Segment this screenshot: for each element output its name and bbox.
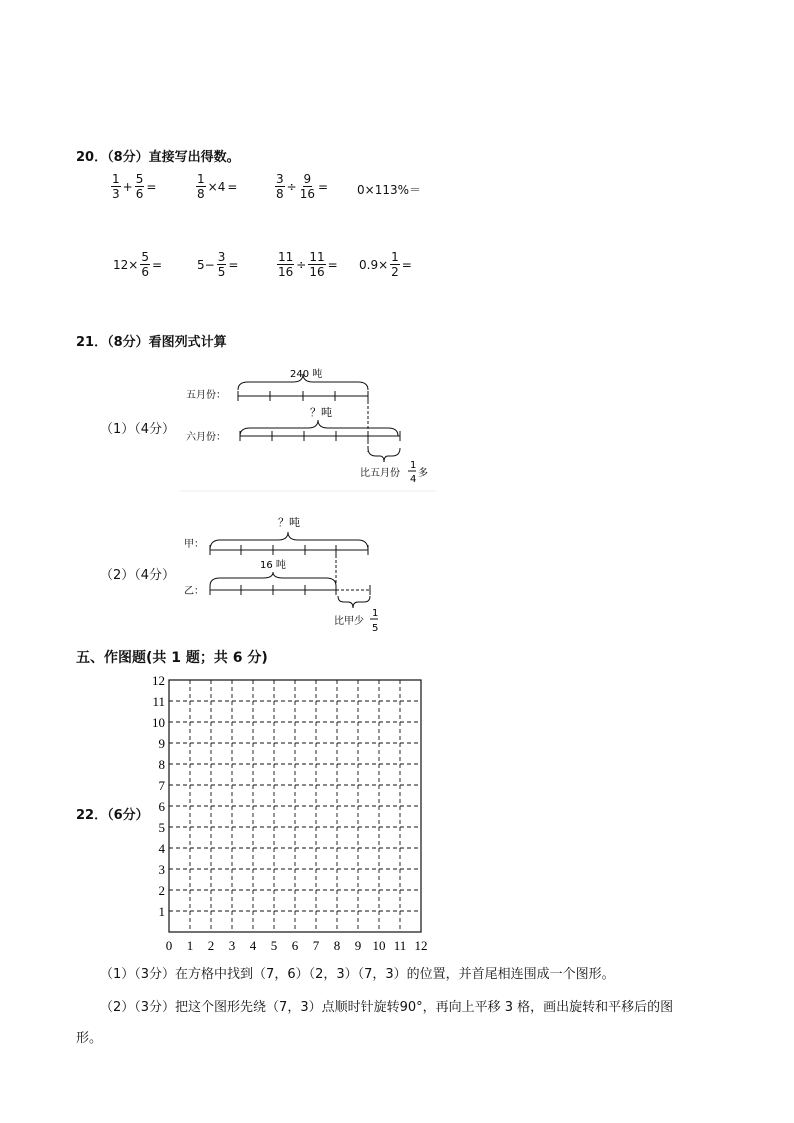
bottom-brace [368,448,400,462]
operand: 12× [113,257,139,272]
numerator: 1 [112,172,120,186]
numerator: 3 [276,172,284,186]
y-axis-labels [152,673,166,919]
note-numerator: 1 [410,460,417,471]
equals: = [146,179,157,194]
y-tick-label: 10 [152,715,165,730]
denominator: 16 [299,187,315,201]
denominator: 3 [112,187,120,201]
row2-label: 乙： [184,586,204,597]
q22-grid [144,670,440,954]
note-denominator: 5 [372,623,379,634]
x-tick-label: 11 [393,938,407,953]
y-tick-label: 11 [152,694,165,709]
equals: = [317,179,329,194]
denominator: 16 [309,265,325,279]
x-tick-label: 12 [414,938,428,953]
q20-expr-6 [196,250,239,279]
note-numerator: 1 [372,608,379,619]
q20-title: 20．（8分）直接写出得数。 [76,150,240,165]
mid-value-label: 16 吨 [260,560,286,571]
x-tick-label: 10 [372,938,386,953]
note-suffix: 多 [418,468,428,479]
x-tick-label: 2 [207,938,215,953]
q20-expr-1 [110,172,157,201]
numerator: 11 [309,250,325,264]
operand: 5− [197,257,215,272]
y-tick-label: 12 [152,673,165,688]
q20-expr-7 [276,250,339,279]
mid-value-label: ？吨 [310,406,332,419]
row1-label: 五月份： [186,390,226,401]
x-tick-label: 5 [270,938,278,953]
mid-brace [210,572,336,586]
x-tick-label: 9 [354,938,362,953]
denominator: 6 [135,187,144,201]
row2-label: 六月份： [186,432,226,443]
bottom-brace [338,596,370,608]
note-text: 比甲少 [334,616,364,627]
y-tick-label: 9 [158,736,165,751]
q20-expr-4: 0×113%＝ [357,183,421,197]
x-tick-label: 8 [333,938,341,953]
y-tick-label: 4 [158,841,165,856]
x-tick-label: 4 [249,938,257,953]
q22-part2-line2: 形。 [76,1031,103,1046]
equals: = [327,257,338,272]
x-axis-labels [166,938,428,953]
numerator: 11 [278,250,294,264]
numerator: 1 [391,250,399,264]
top-value-label: ？吨 [278,516,300,529]
top-brace [210,532,368,550]
y-tick-label: 1 [158,904,165,919]
q22-part2-line1: （2）（3分）把这个图形先绕（7，3）点顺时针旋转90°，再向上平移 3 格，画出旋转和平移后的图 [100,1000,674,1015]
y-tick-label: 3 [158,862,165,877]
q20-expr-5 [112,250,163,279]
operand: 0.9× [359,257,389,272]
numerator: 5 [141,250,149,264]
y-tick-label: 7 [158,778,165,793]
grid-lines [169,680,421,932]
y-tick-label: 2 [158,883,165,898]
operator: ÷ [296,257,307,272]
q22-label: 22．（6分） [76,808,149,823]
q21-diagram-2 [178,512,398,640]
q21-title: 21．（8分）看图列式计算 [76,335,227,350]
q20-expr-2 [195,172,238,201]
q20-expr-3 [274,172,329,201]
q20-expr-8 [358,250,413,279]
y-tick-label: 6 [158,799,165,814]
q21-part2-label: （2）（4分） [100,568,176,583]
equals: = [151,257,163,272]
denominator: 2 [391,265,399,279]
numerator: 9 [303,172,312,186]
top-value-label: 240 吨 [290,369,323,380]
denominator: 6 [141,265,149,279]
operator: + [122,179,133,194]
x-tick-label: 1 [186,938,194,953]
equals: = [227,179,238,194]
x-tick-label: 6 [291,938,299,953]
denominator: 8 [197,187,205,201]
denominator: 5 [217,265,226,279]
q21-diagram-1 [178,360,440,495]
x-tick-label: 3 [228,938,236,953]
x-tick-label: 7 [312,938,320,953]
top-brace [238,374,368,390]
operator: ×4 [207,179,226,194]
numerator: 3 [217,250,226,264]
numerator: 5 [135,172,144,186]
note-text: 比五月份 [360,468,400,479]
y-tick-label: 8 [158,757,165,772]
denominator: 16 [278,265,294,279]
equals: = [401,257,412,272]
mid-brace [240,420,398,436]
x-tick-label: 0 [165,938,173,953]
equals: = [228,257,239,272]
denominator: 8 [276,187,284,201]
q22-part1: （1）（3分）在方格中找到（7，6）（2，3）（7，3）的位置，并首尾相连围成一个图形。 [100,967,615,982]
numerator: 1 [197,172,205,186]
row1-label: 甲： [184,539,204,550]
section5-title: 五、作图题(共 1 题；共 6 分) [76,650,268,666]
y-tick-label: 5 [158,820,165,835]
q21-part1-label: （1）（4分） [100,422,176,437]
note-denominator: 4 [410,474,417,485]
operator: ÷ [286,179,297,194]
